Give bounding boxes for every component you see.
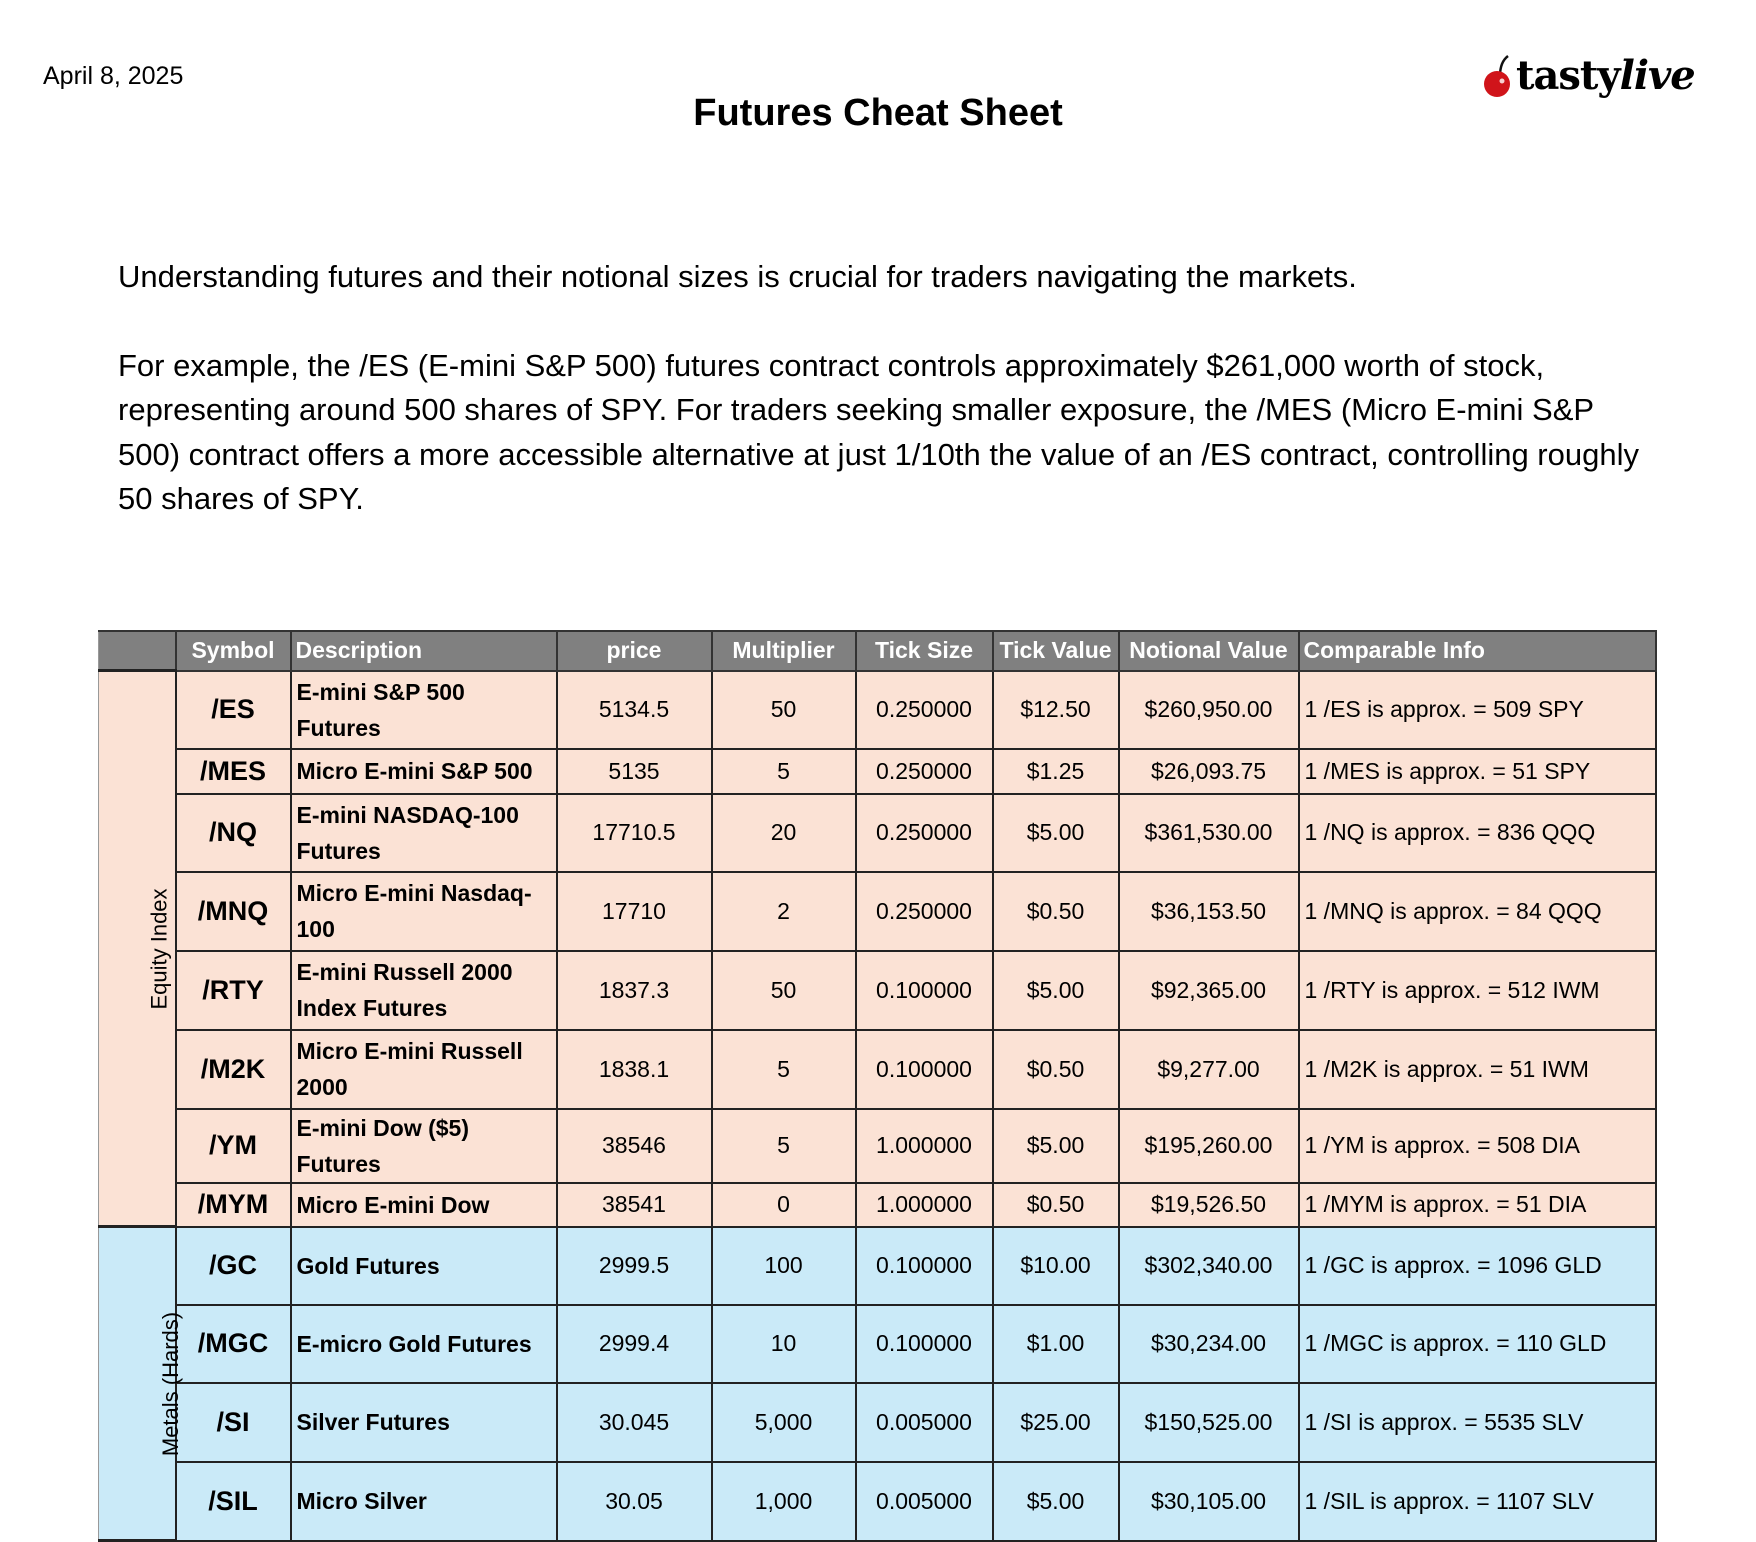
- cell-info: 1 /MGC is approx. = 110 GLD: [1299, 1305, 1656, 1383]
- category-label-text: Metals (Hards): [158, 1311, 184, 1457]
- cell-symbol: /MGC: [176, 1305, 291, 1383]
- cell-symbol: /GC: [176, 1227, 291, 1305]
- cell-tick-value: $5.00: [993, 1462, 1119, 1541]
- cell-multiplier: 10: [712, 1305, 856, 1383]
- cell-price: 2999.5: [557, 1227, 712, 1305]
- cell-multiplier: 50: [712, 951, 856, 1030]
- cell-info: 1 /MES is approx. = 51 SPY: [1299, 749, 1656, 794]
- cell-symbol: /MNQ: [176, 872, 291, 951]
- cell-info: 1 /SI is approx. = 5535 SLV: [1299, 1383, 1656, 1462]
- cell-notional: $26,093.75: [1119, 749, 1299, 794]
- cell-price: 30.05: [557, 1462, 712, 1541]
- cell-symbol: /NQ: [176, 794, 291, 872]
- cell-notional: $92,365.00: [1119, 951, 1299, 1030]
- header-category: [99, 631, 176, 671]
- cell-tick-size: 1.000000: [856, 1183, 993, 1227]
- cell-info: 1 /NQ is approx. = 836 QQQ: [1299, 794, 1656, 872]
- document-date: April 8, 2025: [43, 62, 184, 90]
- cell-multiplier: 50: [712, 671, 856, 749]
- cell-tick-value: $12.50: [993, 671, 1119, 749]
- cell-info: 1 /YM is approx. = 508 DIA: [1299, 1109, 1656, 1183]
- header-notional-value: Notional Value: [1119, 631, 1299, 671]
- cell-price: 30.045: [557, 1383, 712, 1462]
- intro-paragraph-2: For example, the /ES (E-mini S&P 500) futures contract controls approximately $261,000 worth of stock, representing around 500 shares of SPY. For traders seeking smaller exposure, the /MES (Micro E-mini S&P 500) contract offers a more accessible alternative at just 1/10th the value of an /ES contract, controlling roughly 50 shares of SPY.: [118, 347, 1639, 516]
- cell-info: 1 /MYM is approx. = 51 DIA: [1299, 1183, 1656, 1227]
- cell-tick-value: $25.00: [993, 1383, 1119, 1462]
- cell-multiplier: 100: [712, 1227, 856, 1305]
- header-comparable-info: Comparable Info: [1299, 631, 1656, 671]
- cell-price: 5134.5: [557, 671, 712, 749]
- cell-notional: $361,530.00: [1119, 794, 1299, 872]
- cell-description: Micro E-mini S&P 500: [291, 749, 557, 794]
- cell-description: Silver Futures: [291, 1383, 557, 1462]
- cell-price: 1837.3: [557, 951, 712, 1030]
- cell-multiplier: 5,000: [712, 1383, 856, 1462]
- cell-description: Micro Silver: [291, 1462, 557, 1541]
- cell-notional: $9,277.00: [1119, 1030, 1299, 1109]
- cell-notional: $150,525.00: [1119, 1383, 1299, 1462]
- table-row: [99, 671, 1656, 749]
- cell-price: 1838.1: [557, 1030, 712, 1109]
- cell-description: Micro E-mini Dow: [291, 1183, 557, 1227]
- page-title: Futures Cheat Sheet: [693, 92, 1063, 134]
- cell-tick-value: $10.00: [993, 1227, 1119, 1305]
- cell-description: E-micro Gold Futures: [291, 1305, 557, 1383]
- table-row: [99, 1305, 1656, 1383]
- table-row: [99, 749, 1656, 794]
- cell-price: 5135: [557, 749, 712, 794]
- cell-tick-value: $0.50: [993, 1030, 1119, 1109]
- cell-notional: $30,234.00: [1119, 1305, 1299, 1383]
- cell-tick-value: $0.50: [993, 872, 1119, 951]
- cell-price: 38546: [557, 1109, 712, 1183]
- cell-multiplier: 5: [712, 1109, 856, 1183]
- cell-price: 2999.4: [557, 1305, 712, 1383]
- cell-info: 1 /M2K is approx. = 51 IWM: [1299, 1030, 1656, 1109]
- table-header-row: [99, 631, 1656, 671]
- category-label: [99, 1227, 184, 1541]
- cell-description: E-mini Dow ($5) Futures: [291, 1109, 557, 1183]
- cell-symbol: /M2K: [176, 1030, 291, 1109]
- cell-tick-size: 0.250000: [856, 794, 993, 872]
- cell-tick-value: $0.50: [993, 1183, 1119, 1227]
- cell-tick-size: 0.005000: [856, 1383, 993, 1462]
- cell-info: 1 /GC is approx. = 1096 GLD: [1299, 1227, 1656, 1305]
- cell-symbol: /MES: [176, 749, 291, 794]
- cell-symbol: /SI: [176, 1383, 291, 1462]
- header-price: price: [557, 631, 712, 671]
- table-row: [99, 1030, 1656, 1109]
- cell-tick-size: 0.250000: [856, 749, 993, 794]
- cell-description: E-mini Russell 2000 Index Futures: [291, 951, 557, 1030]
- cell-info: 1 /SIL is approx. = 1107 SLV: [1299, 1462, 1656, 1541]
- logo-text-accent: live: [1619, 52, 1695, 99]
- cell-multiplier: 20: [712, 794, 856, 872]
- cell-symbol: /YM: [176, 1109, 291, 1183]
- futures-table: [98, 630, 1657, 1542]
- cell-symbol: /RTY: [176, 951, 291, 1030]
- table-row: [99, 1183, 1656, 1227]
- cell-symbol: /SIL: [176, 1462, 291, 1541]
- header-description: Description: [291, 631, 557, 671]
- category-label: [99, 671, 176, 1227]
- category-label-text: Equity Index: [146, 888, 172, 1010]
- cell-tick-value: $5.00: [993, 1109, 1119, 1183]
- cell-info: 1 /ES is approx. = 509 SPY: [1299, 671, 1656, 749]
- table-row: [99, 794, 1656, 872]
- table-row: [99, 951, 1656, 1030]
- cell-notional: $19,526.50: [1119, 1183, 1299, 1227]
- cell-tick-value: $5.00: [993, 794, 1119, 872]
- cherry-icon: [1482, 54, 1516, 98]
- table-row: [99, 1227, 1656, 1305]
- cell-notional: $36,153.50: [1119, 872, 1299, 951]
- cell-tick-size: 0.250000: [856, 872, 993, 951]
- header-multiplier: Multiplier: [712, 631, 856, 671]
- cell-info: 1 /MNQ is approx. = 84 QQQ: [1299, 872, 1656, 951]
- cell-description: Micro E-mini Russell 2000: [291, 1030, 557, 1109]
- cell-multiplier: 0: [712, 1183, 856, 1227]
- cell-price: 38541: [557, 1183, 712, 1227]
- cell-tick-value: $1.00: [993, 1305, 1119, 1383]
- cell-multiplier: 5: [712, 1030, 856, 1109]
- cell-tick-size: 1.000000: [856, 1109, 993, 1183]
- cell-tick-size: 0.100000: [856, 1030, 993, 1109]
- cell-tick-size: 0.100000: [856, 1305, 993, 1383]
- table-row: [99, 1462, 1656, 1541]
- cell-notional: $195,260.00: [1119, 1109, 1299, 1183]
- logo-text-main: tasty: [1516, 52, 1620, 99]
- cell-tick-size: 0.250000: [856, 671, 993, 749]
- cell-tick-value: $1.25: [993, 749, 1119, 794]
- cell-tick-size: 0.100000: [856, 951, 993, 1030]
- tastylive-logo: [1482, 52, 1695, 99]
- cell-multiplier: 1,000: [712, 1462, 856, 1541]
- cell-price: 17710.5: [557, 794, 712, 872]
- cell-notional: $260,950.00: [1119, 671, 1299, 749]
- cell-notional: $302,340.00: [1119, 1227, 1299, 1305]
- table-row: [99, 1109, 1656, 1183]
- intro-text: [118, 255, 1658, 566]
- header-tick-value: Tick Value: [993, 631, 1119, 671]
- cell-notional: $30,105.00: [1119, 1462, 1299, 1541]
- cell-description: E-mini NASDAQ-100 Futures: [291, 794, 557, 872]
- cell-price: 17710: [557, 872, 712, 951]
- intro-paragraph-1: Understanding futures and their notional sizes is crucial for traders navigating the markets.: [118, 259, 1357, 294]
- cell-description: Micro E-mini Nasdaq-100: [291, 872, 557, 951]
- cell-tick-value: $5.00: [993, 951, 1119, 1030]
- cell-tick-size: 0.005000: [856, 1462, 993, 1541]
- cell-description: E-mini S&P 500 Futures: [291, 671, 557, 749]
- table-row: [99, 872, 1656, 951]
- header-symbol: Symbol: [176, 631, 291, 671]
- cell-multiplier: 5: [712, 749, 856, 794]
- table-row: [99, 1383, 1656, 1462]
- cell-info: 1 /RTY is approx. = 512 IWM: [1299, 951, 1656, 1030]
- cell-tick-size: 0.100000: [856, 1227, 993, 1305]
- cell-symbol: /ES: [176, 671, 291, 749]
- cell-multiplier: 2: [712, 872, 856, 951]
- cell-symbol: /MYM: [176, 1183, 291, 1227]
- header-tick-size: Tick Size: [856, 631, 993, 671]
- cell-description: Gold Futures: [291, 1227, 557, 1305]
